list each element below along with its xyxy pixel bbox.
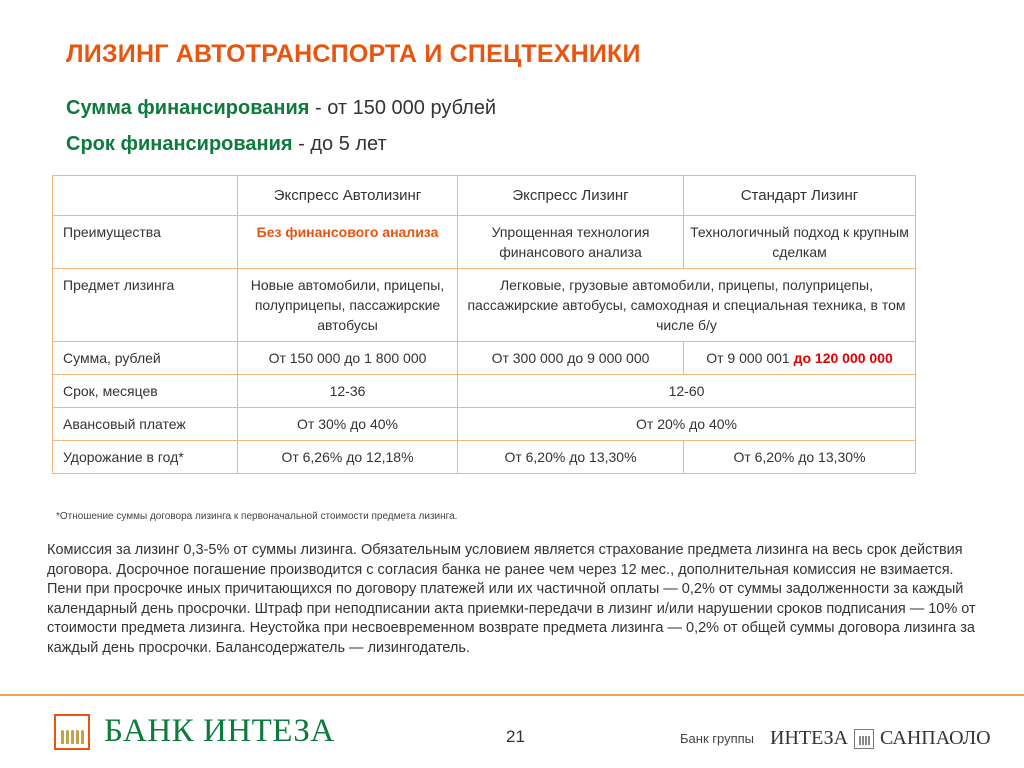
cell-appreciation-express-auto: От 6,26% до 12,18% xyxy=(238,441,458,474)
cell-advance-express-standard: От 20% до 40% xyxy=(458,408,916,441)
row-label-appreciation: Удорожание в год* xyxy=(53,441,238,474)
row-label-advance: Авансовый платеж xyxy=(53,408,238,441)
amount-standard-to: до 120 000 000 xyxy=(793,350,893,366)
footer-divider xyxy=(0,694,1024,696)
cell-amount-standard xyxy=(684,342,916,375)
bank-logo-icon xyxy=(54,714,90,750)
table-header-empty xyxy=(53,176,238,216)
cell-advantages-express: Упрощенная технология финансового анализа xyxy=(458,216,684,269)
row-label-term: Срок, месяцев xyxy=(53,375,238,408)
cell-appreciation-standard: От 6,20% до 13,30% xyxy=(684,441,916,474)
table-row xyxy=(53,269,916,342)
header-express-leasing: Экспресс Лизинг xyxy=(458,176,684,216)
bank-logo-text: БАНК ИНТЕЗА xyxy=(104,713,335,749)
cell-advantages-standard: Технологичный подход к крупным сделкам xyxy=(684,216,916,269)
cell-amount-express: От 300 000 до 9 000 000 xyxy=(458,342,684,375)
cell-advance-express-auto: От 30% до 40% xyxy=(238,408,458,441)
cell-subject-express-standard: Легковые, грузовые автомобили, прицепы, полуприцепы, пассажирские автобусы, самоходная и специальная техника, в том числе б/у xyxy=(458,269,916,342)
table-row xyxy=(53,408,916,441)
bank-logo xyxy=(54,713,335,750)
financing-amount-line xyxy=(66,97,496,120)
group-label: Банк группы xyxy=(680,731,754,746)
table-row xyxy=(53,375,916,408)
header-standard-leasing: Стандарт Лизинг xyxy=(684,176,916,216)
cell-subject-express-auto: Новые автомобили, прицепы, полуприцепы, пассажирские автобусы xyxy=(238,269,458,342)
header-express-autoleasing: Экспресс Автолизинг xyxy=(238,176,458,216)
table-footnote: *Отношение суммы договора лизинга к первоначальной стоимости предмета лизинга. xyxy=(56,511,458,522)
leasing-products-table xyxy=(52,175,916,474)
cell-term-express-standard: 12-60 xyxy=(458,375,916,408)
group-logo-icon xyxy=(854,729,874,749)
financing-term-line xyxy=(66,133,387,156)
row-label-amount: Сумма, рублей xyxy=(53,342,238,375)
row-label-subject: Предмет лизинга xyxy=(53,269,238,342)
terms-paragraph: Комиссия за лизинг 0,3-5% от суммы лизинга. Обязательным условием является страхование предмета лизинга на весь срок действия договора. Досрочное погашение производится с согласия банка не ранее чем через 12 мес., дополнительная комиссия не взимается. Пени при просрочке иных причитающихся по договору платежей или их частичной оплаты — 0,2% от суммы задолженности за каждый календарный день просрочки. Штраф при неподписании акта приемки-передачи в лизинг и/или нарушении сроков подписания — 10% от стоимости предмета лизинга. Неустойка при несвоевременном возврате предмета лизинга — 0,2% от общей суммы договора лизинга за каждый день просрочки. Балансодержатель — лизингодатель. xyxy=(47,542,976,656)
row-label-advantages: Преимущества xyxy=(53,216,238,269)
table-row xyxy=(53,441,916,474)
cell-advantages-express-auto: Без финансового анализа xyxy=(238,216,458,269)
cell-appreciation-express: От 6,20% до 13,30% xyxy=(458,441,684,474)
financing-amount-label: Сумма финансирования xyxy=(66,97,310,119)
financing-amount-value: - от 150 000 рублей xyxy=(309,97,497,119)
table-row xyxy=(53,216,916,269)
group-logo xyxy=(680,727,991,750)
group-name-intesa: ИНТЕЗА xyxy=(770,727,849,749)
cell-amount-express-auto: От 150 000 до 1 800 000 xyxy=(238,342,458,375)
amount-standard-from: От 9 000 001 xyxy=(706,350,794,366)
page-title: ЛИЗИНГ АВТОТРАНСПОРТА И СПЕЦТЕХНИКИ xyxy=(66,40,641,68)
table-row xyxy=(53,342,916,375)
cell-term-express-auto: 12-36 xyxy=(238,375,458,408)
group-name-sanpaolo: САНПАОЛО xyxy=(880,727,991,749)
financing-term-value: - до 5 лет xyxy=(292,133,387,155)
page-number: 21 xyxy=(506,727,525,746)
table-header-row xyxy=(53,176,916,216)
financing-term-label: Срок финансирования xyxy=(66,133,293,155)
